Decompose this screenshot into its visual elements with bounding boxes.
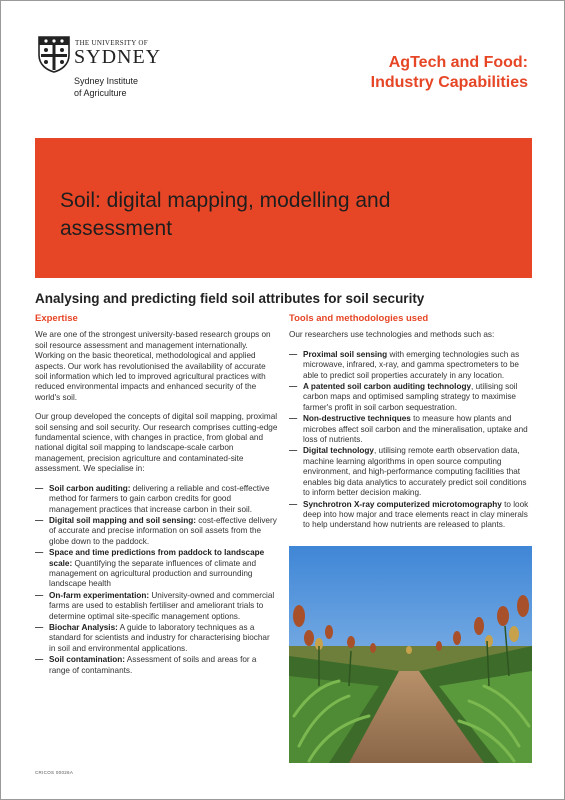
list-item <box>35 516 278 547</box>
list-item-title: Digital soil mapping and soil sensing: <box>49 515 196 525</box>
expertise-heading: Expertise <box>35 313 78 324</box>
expertise-column <box>35 314 278 677</box>
list-item-text: Quantifying the separate influences of climate and management on agricultural production and surrounding landscape health <box>49 558 257 589</box>
dash-bullet-icon: — <box>289 414 298 424</box>
list-item <box>289 350 532 381</box>
dash-bullet-icon: — <box>35 590 44 600</box>
institute-line-1: Sydney Institute <box>74 76 139 86</box>
university-crest-icon <box>37 35 71 73</box>
cricos-code: CRICOS 00026A <box>35 770 74 775</box>
list-item-text: , utilising remote earth observation data, machine learning algorithms in open source computing environment, and high-performance computing facilities that enables big data analytics to accurately predict soil conditions to inform better decision making. <box>303 446 527 498</box>
list-item-text: with emerging technologies such as microwave, infrared, x-ray, and gamma spectrometers to be able to predict soil properties accurately in any location. <box>303 349 520 380</box>
list-item <box>289 382 532 413</box>
dash-bullet-icon: — <box>35 548 44 558</box>
dash-bullet-icon: — <box>35 515 44 525</box>
list-item-title: Non-destructive techniques <box>303 414 411 424</box>
list-item <box>289 414 532 445</box>
list-item <box>289 446 532 498</box>
list-item <box>289 500 532 531</box>
list-item-text: cost-effective delivery of accurate and precise information on soil assets from the globe down to the paddock. <box>49 515 277 546</box>
dash-bullet-icon: — <box>35 622 44 632</box>
list-item-title: On-farm experimentation: <box>49 590 150 600</box>
list-item-title: Proximal soil sensing <box>303 349 388 359</box>
list-item-title: Biochar Analysis: <box>49 622 118 632</box>
list-item-text: , utilising soil carbon maps and optimised sampling strategy to maximise farmer's profit in soil carbon sequestration. <box>303 382 518 412</box>
list-item <box>35 655 278 676</box>
sorghum-field-photo <box>289 546 532 763</box>
brand-title-line-2: Industry Capabilities <box>370 74 528 91</box>
list-item <box>35 484 278 515</box>
university-name: SYDNEY <box>74 46 162 68</box>
institute-name <box>74 75 174 99</box>
title-banner <box>35 138 532 278</box>
dash-bullet-icon: — <box>289 446 298 456</box>
list-item <box>35 623 278 654</box>
tools-list <box>289 350 532 531</box>
expertise-paragraph-1: We are one of the strongest university-based research groups on soil resource assessment and management internationally. Working on the basic theoretical, methodological and applied aspects. Our work has revolutionised the availability of accurate soil information which led to improved agricultural practices with reduced environmental impacts and enhanced security of the world's soil. <box>35 330 271 402</box>
dash-bullet-icon: — <box>289 382 298 392</box>
tools-intro: Our researchers use technologies and methods such as: <box>289 330 495 340</box>
list-item-title: Digital technology <box>303 446 374 456</box>
institute-line-2: of Agriculture <box>74 88 127 98</box>
list-item-text: delivering a reliable and cost-effective method for farmers to gain carbon credits for good management practices that increase carbon in their soil. <box>49 483 270 514</box>
dash-bullet-icon: — <box>289 499 298 509</box>
list-item-title: Space and time predictions from paddock to landscape scale: <box>49 548 265 568</box>
list-item-text: to look deep into how major and trace elements react in clay minerals to help understand how nutrients are released to plants. <box>303 499 529 530</box>
list-item-text: University-owned and commercial farms are used to establish fertiliser and ameliorant trials to determine optimal site-specific management options. <box>49 590 275 621</box>
list-item <box>35 591 278 622</box>
page-title: Soil: digital mapping, modelling and assessment <box>60 189 391 240</box>
list-item-title: A patented soil carbon auditing technology <box>303 382 472 392</box>
list-item-text: Assessment of soils and areas for a range of contaminants. <box>49 655 257 675</box>
expertise-paragraph-2: Our group developed the concepts of digital soil mapping, proximal soil sensing and soil security. Our research comprises cutting-edge fundamental science, with changes in practice, from global and national digital soil mapping to landscape-scale carbon management, precision agriculture and contaminated-site assessment. We specialise in: <box>35 412 278 474</box>
list-item-title: Soil carbon auditing: <box>49 483 131 493</box>
brand-title <box>298 53 528 93</box>
list-item-title: Synchrotron X-ray computerized microtomography <box>303 499 502 509</box>
dash-bullet-icon: — <box>35 655 44 665</box>
brand-title-line-1: AgTech and Food: <box>388 54 528 71</box>
list-item-title: Soil contamination: <box>49 655 125 665</box>
tools-heading: Tools and methodologies used <box>289 313 429 324</box>
expertise-list <box>35 484 278 676</box>
university-logo <box>37 35 187 105</box>
field-image <box>289 546 532 763</box>
list-item-text: to measure how plants and microbes affect soil carbon and the mineralisation, uptake and loss of nutrients. <box>303 414 528 445</box>
list-item <box>35 548 278 590</box>
list-item-text: A guide to laboratory techniques as a standard for scientists and industry for characterising biochar in soil and environmental applications. <box>49 622 270 653</box>
university-name-small: THE UNIVERSITY OF <box>75 39 148 47</box>
dash-bullet-icon: — <box>35 483 44 493</box>
dash-bullet-icon: — <box>289 349 298 359</box>
tools-column <box>289 314 532 532</box>
page-subtitle: Analysing and predicting field soil attributes for soil security <box>35 291 425 306</box>
